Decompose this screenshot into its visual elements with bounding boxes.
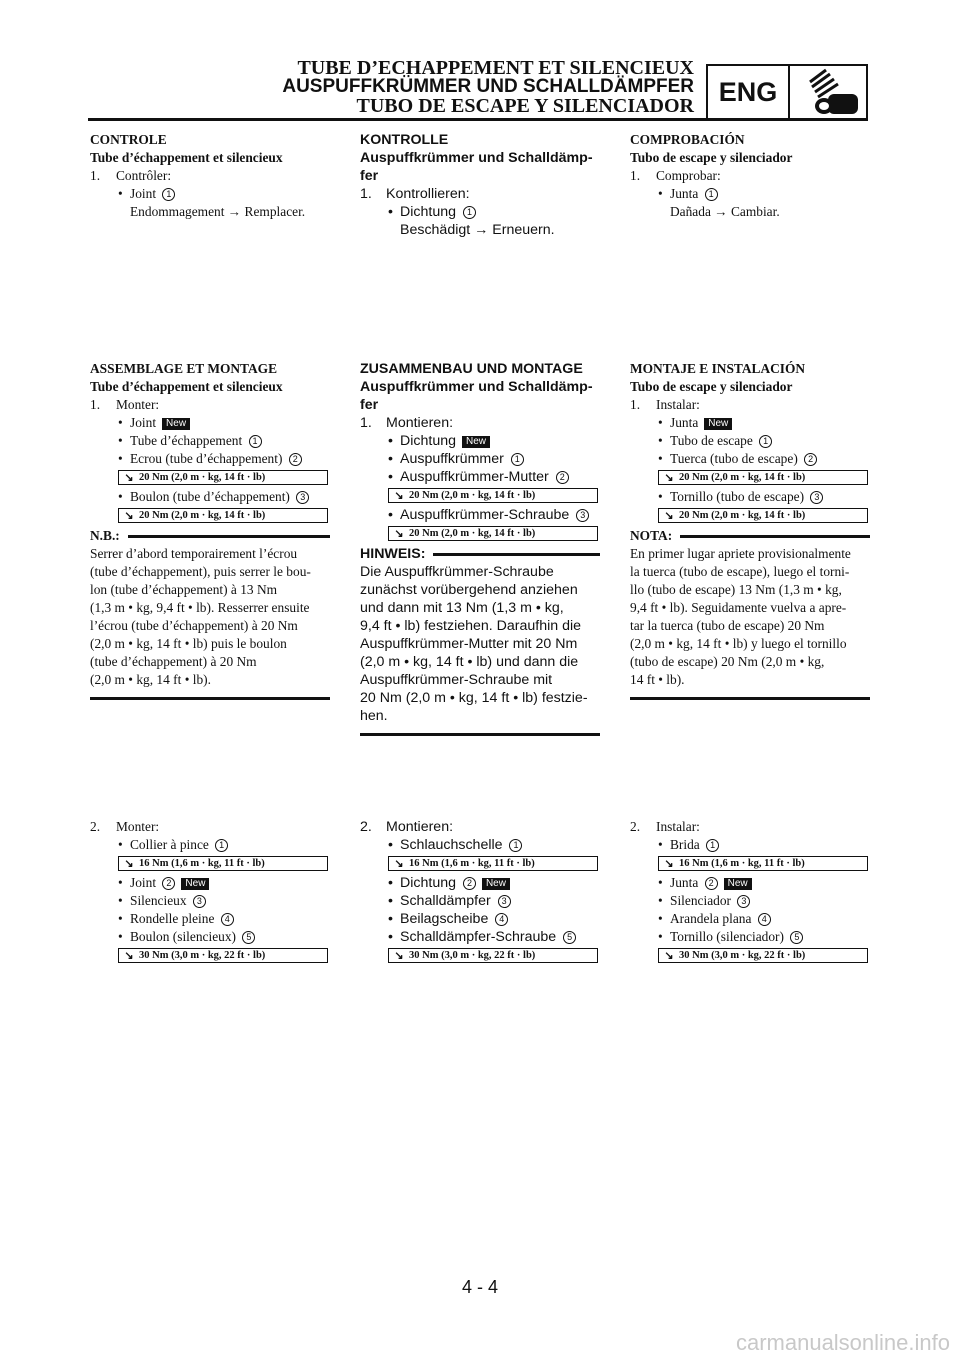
es-note-body: En primer lugar apriete provisionalmente la tuerca (tubo de escape), luego el torni- llo (tubo de escape) 13 Nm (1,3 m • kg, 9,4 ft • lb). Seguidamente vuelva a apre- tar la tuerca (tubo de escape) 20 Nm (2,0 m • kg, 14 ft • lb) y luego el tornillo (tubo de escape) 20 Nm (2,0 m • kg, 14 ft • lb). [630,546,851,687]
es-muffler-step: 2. Instalar: [630,819,700,834]
es-check [630,131,870,221]
list-item: • Dichtung New [360,432,600,450]
de-check-subheading: Auspuffkrümmer und Schalldämp- [360,150,593,166]
wrench-icon: ↘ [124,949,134,962]
wrench-icon: ↘ [394,527,404,540]
list-item: • Junta 2 New [630,874,870,892]
torque-spec: ↘ 30 Nm (3,0 m · kg, 22 ft · lb) [118,948,328,963]
new-badge: New [462,436,490,448]
wrench-icon: ↘ [664,509,674,522]
list-item: • Tornillo (tubo de escape) 3 [630,488,870,506]
list-item: • Tornillo (silenciador) 5 [630,928,870,946]
es-assembly-subheading: Tubo de escape y silenciador [630,379,793,394]
torque-spec: ↘ 30 Nm (3,0 m · kg, 22 ft · lb) [658,948,868,963]
fr-check-heading: CONTROLE [90,132,167,147]
es-check-step: 1. Comprobar: [630,168,721,183]
list-item: • Dichtung 1 [360,203,600,221]
fr-check-subheading: Tube d’échappement et silencieux [90,150,283,165]
list-item: • Silenciador 3 [630,892,870,910]
title-fr: TUBE D’ECHAPPEMENT ET SILENCIEUX [297,57,694,79]
list-item: • Dichtung 2 New [360,874,600,892]
es-check-action: Dañada → Cambiar. [670,204,780,219]
list-item: • Tuerca (tubo de escape) 2 [630,450,870,468]
torque-spec: ↘ 20 Nm (2,0 m · kg, 14 ft · lb) [388,488,598,503]
es-assembly-heading: MONTAJE E INSTALACIÓN [630,361,806,376]
es-note-label: NOTA: [630,527,870,545]
de-check-action: Beschädigt → Erneuern. [400,222,555,238]
de-assembly-subheading: Auspuffkrümmer und Schalldämp- [360,379,593,395]
list-item: • Auspuffkrümmer-Schraube 3 [360,506,600,524]
de-check [360,131,600,239]
wrench-icon: ↘ [664,857,674,870]
fr-assembly-step: 1. Monter: [90,397,160,412]
de-note-end-rule [360,733,600,736]
es-check-subheading: Tubo de escape y silenciador [630,150,793,165]
list-item: • Junta New [630,414,870,432]
fr-check-action: Endommagement → Remplacer. [130,204,306,219]
de-assembly-heading: ZUSAMMENBAU UND MONTAGE [360,361,583,377]
list-item: • Joint 1 [90,185,330,203]
de-assembly [360,360,600,736]
torque-spec: ↘ 20 Nm (2,0 m · kg, 14 ft · lb) [118,508,328,523]
list-item: • Beilagscheibe 4 [360,910,600,928]
de-assembly-subheading-2: fer [360,397,379,413]
list-item: • Auspuffkrümmer 1 [360,450,600,468]
list-item: • Silencieux 3 [90,892,330,910]
list-item: • Junta 1 [630,185,870,203]
watermark: carmanualsonline.info [735,1330,950,1355]
es-note-end-rule [630,697,870,700]
de-check-subheading-2: fer [360,168,379,184]
es-assembly-step: 1. Instalar: [630,397,700,412]
fr-muffler [90,818,330,966]
wrench-icon: ↘ [124,509,134,522]
section-badge-label: ENG [708,66,790,118]
de-muffler [360,818,600,966]
de-check-heading: KONTROLLE [360,132,449,148]
list-item: • Ecrou (tube d’échappement) 2 [90,450,330,468]
es-check-heading: COMPROBACIÓN [630,132,745,147]
list-item: • Auspuffkrümmer-Mutter 2 [360,468,600,486]
list-item: • Schalldämpfer 3 [360,892,600,910]
section-badge [706,64,868,120]
torque-spec: ↘ 30 Nm (3,0 m · kg, 22 ft · lb) [388,948,598,963]
torque-spec: ↘ 16 Nm (1,6 m · kg, 11 ft · lb) [118,856,328,871]
list-item: • Boulon (silencieux) 5 [90,928,330,946]
wrench-icon: ↘ [394,489,404,502]
de-check-step: 1. Kontrollieren: [360,186,470,202]
new-badge: New [704,418,732,430]
list-item: • Collier à pince 1 [90,836,330,854]
list-item: • Brida 1 [630,836,870,854]
fr-check [90,131,330,221]
wrench-icon: ↘ [394,949,404,962]
de-assembly-step: 1. Montieren: [360,415,454,431]
page-number: 4 - 4 [461,1277,499,1297]
list-item: • Joint New [90,414,330,432]
wrench-icon: ↘ [394,857,404,870]
list-item: • Rondelle pleine 4 [90,910,330,928]
torque-spec: ↘ 16 Nm (1,6 m · kg, 11 ft · lb) [388,856,598,871]
fr-check-step: 1. Contrôler: [90,168,172,183]
wrench-icon: ↘ [664,949,674,962]
de-note-body: Die Auspuffkrümmer-Schraube zunächst vorübergehend anziehen und dann mit 13 Nm (1,3 m • kg, 9,4 ft • lb) festziehen. Daraufhin die Auspuffkrümmer-Mutter mit 20 Nm (2,0 m • kg, 14 ft • lb) und dann die Auspuffkrümmer-Schraube mit 20 Nm (2,0 m • kg, 14 ft • lb) festzie- hen. [360,564,588,724]
list-item: • Joint 2 New [90,874,330,892]
torque-spec: ↘ 20 Nm (2,0 m · kg, 14 ft · lb) [388,526,598,541]
list-item: • Tube d’échappement 1 [90,432,330,450]
fr-muffler-step: 2. Monter: [90,819,160,834]
torque-spec: ↘ 20 Nm (2,0 m · kg, 14 ft · lb) [118,470,328,485]
title-es: TUBO DE ESCAPE Y SILENCIADOR [356,95,694,117]
fr-assembly-heading: ASSEMBLAGE ET MONTAGE [90,361,278,376]
fr-note-end-rule [90,697,330,700]
wrench-icon: ↘ [664,471,674,484]
list-item: • Schalldämpfer-Schraube 5 [360,928,600,946]
torque-spec: ↘ 16 Nm (1,6 m · kg, 11 ft · lb) [658,856,868,871]
fr-assembly-subheading: Tube d’échappement et silencieux [90,379,283,394]
es-muffler [630,818,870,966]
torque-spec: ↘ 20 Nm (2,0 m · kg, 14 ft · lb) [658,508,868,523]
new-badge: New [181,878,209,890]
torque-spec: ↘ 20 Nm (2,0 m · kg, 14 ft · lb) [658,470,868,485]
de-note-label: HINWEIS: [360,545,600,563]
list-item: • Schlauchschelle 1 [360,836,600,854]
de-muffler-step: 2. Montieren: [360,819,454,835]
new-badge: New [482,878,510,890]
new-badge: New [162,418,190,430]
fr-assembly [90,360,330,700]
list-item: • Boulon (tube d’échappement) 3 [90,488,330,506]
wrench-icon: ↘ [124,857,134,870]
list-item: • Tubo de escape 1 [630,432,870,450]
list-item: • Arandela plana 4 [630,910,870,928]
es-assembly [630,360,870,700]
wrench-icon: ↘ [124,471,134,484]
engine-icon [790,66,866,118]
fr-note-body: Serrer d’abord temporairement l’écrou (tube d’échappement), puis serrer le bou- lon (tube d’échappement) à 13 Nm (1,3 m • kg, 9,4 ft • lb). Resserrer ensuite l’écrou (tube d’échappement) à 20 Nm (2,0 m • kg, 14 ft • lb) puis le boulon (tube d’échappement) à 20 Nm (2,0 m • kg, 14 ft • lb). [90,546,311,687]
new-badge: New [724,878,752,890]
title-de: AUSPUFFKRÜMMER UND SCHALLDÄMPFER [282,76,694,97]
fr-note-label: N.B.: [90,527,330,545]
